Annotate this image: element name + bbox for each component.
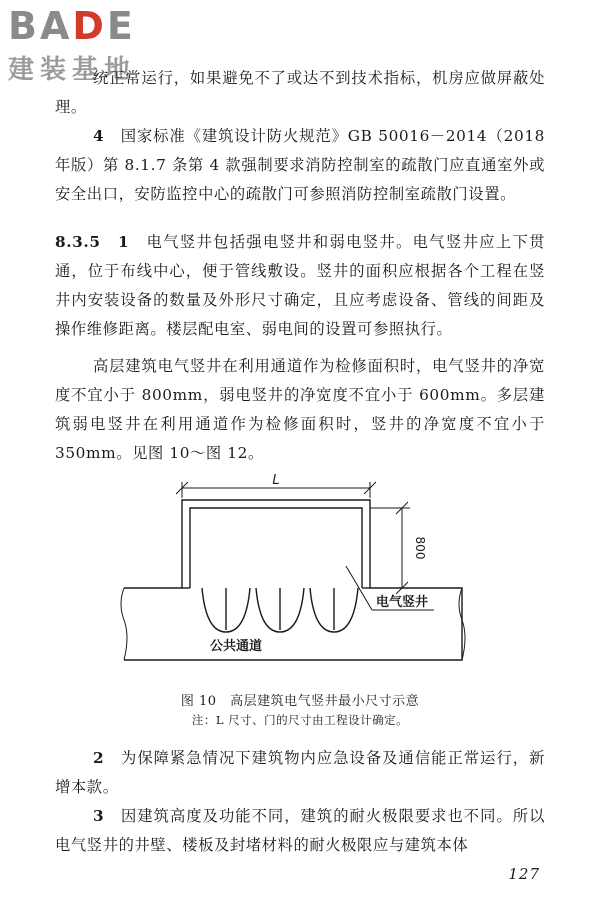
page-number: 127 [508,865,540,883]
dim-width-label: L [272,473,280,488]
dim-depth-label: 800 [413,536,427,560]
figure-caption: 图 10 高层建筑电气竖井最小尺寸示意 [180,694,420,709]
paragraph-intro: 统正常运行，如果避免不了或达不到技术指标，机房应做屏蔽处理。 [55,69,545,116]
paragraph-8-3-5: 8.3.5 1 电气竖井包括强电竖井和弱电竖井。电气竖井应上下贯通，位于布线中心，便于管线敷设。竖井的面积应根据各个工程在竖井内安装设备的数量及外形尺寸确定，且应考虑设备、管线的间距及操作维修距离。楼层配电室、弱电间的设置可参照执行。 [55,233,545,338]
paragraph-item-3: 3 因建筑高度及功能不同，建筑的耐火极限要求也不同。所以电气竖井的井壁、楼板及封堵材料的耐火极限应与建筑本体 [55,807,545,854]
paragraph-item-4: 4 国家标准《建筑设计防火规范》GB 50016－2014（2018年版）第 8.1.7 条第 4 款强制要求消防控制室的疏散门应直通室外或安全出口，安防监控中心的疏散门可参照消防控制室疏散门设置。 [55,127,546,203]
corridor-label: 公共通道 [210,639,263,654]
figure-shaft-diagram [110,470,490,670]
logo-subtitle: 建装基地 [8,55,137,85]
figure-note: 注：L 尺寸、门的尺寸由工程设计确定。 [191,713,409,727]
paragraph-item-2: 2 为保障紧急情况下建筑物内应急设备及通信能正常运行，新增本款。 [55,749,545,796]
logo-wordmark: BADE [8,4,136,48]
shaft-label: 电气竖井 [376,595,429,610]
paragraph-shaft-width: 高层建筑电气竖井在利用通道作为检修面积时，电气竖井的净宽度不宜小于 800mm，弱电竖井的净宽度不宜小于 600mm。多层建筑弱电竖井在利用通道作为检修面积时，竖井的净宽度不宜小于 350mm。见图 10～图 12。 [55,357,545,462]
